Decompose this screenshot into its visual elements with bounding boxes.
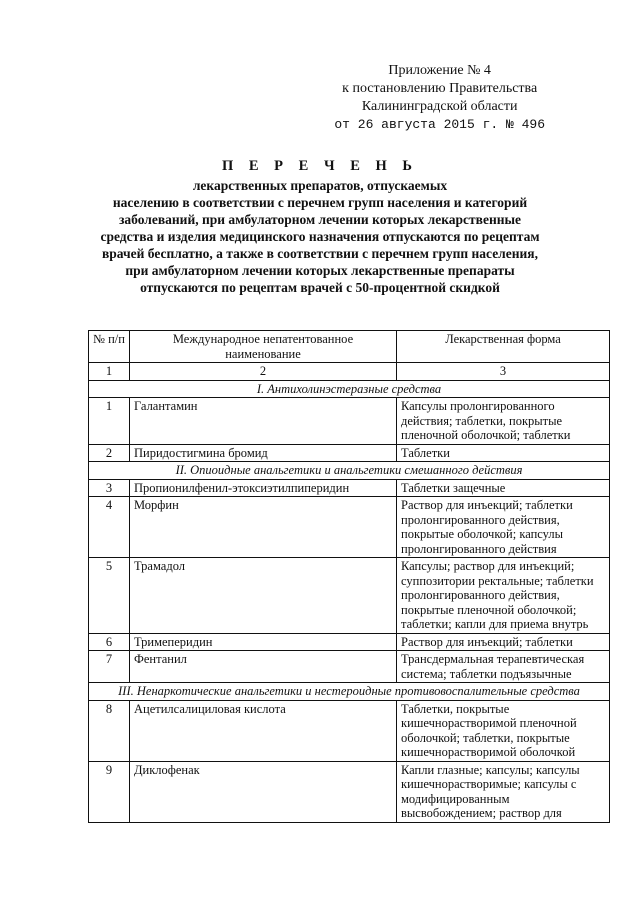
table-row bbox=[89, 633, 610, 651]
row-number: 3 bbox=[89, 479, 130, 497]
drug-form: Капли глазные; капсулы; капсулы кишечнорастворимые; капсулы с модифицированным высвобождением; раствор для bbox=[397, 761, 610, 822]
drug-name: Морфин bbox=[130, 497, 397, 558]
appendix-resolution: к постановлению Правительства bbox=[342, 81, 538, 96]
title-line: средства и изделия медицинского назначения отпускаются по рецептам bbox=[100, 229, 540, 244]
section-title: I. Антихолинэстеразные средства bbox=[89, 380, 610, 398]
appendix-region: Калининградской области bbox=[361, 99, 518, 114]
header-form: Лекарственная форма bbox=[397, 331, 610, 363]
document-title bbox=[80, 158, 560, 296]
appendix-block bbox=[334, 62, 545, 134]
drug-name: Тримеперидин bbox=[130, 633, 397, 651]
table-row bbox=[89, 761, 610, 822]
column-index-row bbox=[89, 363, 610, 381]
appendix-date: от 26 августа 2015 г. № 496 bbox=[334, 117, 545, 132]
table-row bbox=[89, 651, 610, 683]
row-number: 4 bbox=[89, 497, 130, 558]
title-line: населению в соответствии с перечнем групп населения и категорий bbox=[112, 195, 528, 210]
row-number: 5 bbox=[89, 558, 130, 634]
table-row bbox=[89, 398, 610, 445]
table-row bbox=[89, 497, 610, 558]
drug-name: Фентанил bbox=[130, 651, 397, 683]
header-name: Международное непатентованное наименование bbox=[130, 331, 397, 363]
drug-form: Раствор для инъекций; таблетки пролонгированного действия, покрытые оболочкой; капсулы пролонгированного действия bbox=[397, 497, 610, 558]
appendix-number: Приложение № 4 bbox=[388, 63, 491, 78]
row-number: 7 bbox=[89, 651, 130, 683]
column-index: 2 bbox=[130, 363, 397, 381]
section-row bbox=[89, 380, 610, 398]
title-heading: П Е Р Е Ч Е Н Ь bbox=[221, 158, 419, 174]
column-index: 1 bbox=[89, 363, 130, 381]
drug-name: Диклофенак bbox=[130, 761, 397, 822]
title-line: при амбулаторном лечении которых лекарственные препараты bbox=[125, 263, 515, 278]
drug-form: Таблетки bbox=[397, 444, 610, 462]
drug-form: Таблетки защечные bbox=[397, 479, 610, 497]
row-number: 2 bbox=[89, 444, 130, 462]
title-line: врачей бесплатно, а также в соответствии с перечнем групп населения, bbox=[102, 246, 538, 261]
drug-form: Трансдермальная терапевтическая система; таблетки подъязычные bbox=[397, 651, 610, 683]
row-number: 8 bbox=[89, 700, 130, 761]
title-line: отпускаются по рецептам врачей с 50-процентной скидкой bbox=[140, 280, 500, 295]
title-line: лекарственных препаратов, отпускаемых bbox=[192, 178, 448, 193]
row-number: 6 bbox=[89, 633, 130, 651]
drug-form: Таблетки, покрытые кишечнорастворимой пленочной оболочкой; таблетки, покрытые кишечнорастворимой оболочкой bbox=[397, 700, 610, 761]
title-line: заболеваний, при амбулаторном лечении которых лекарственные bbox=[118, 212, 522, 227]
table-row bbox=[89, 444, 610, 462]
section-title: III. Ненаркотические анальгетики и нестероидные противовоспалительные средства bbox=[89, 683, 610, 701]
drug-name: Пиридостигмина бромид bbox=[130, 444, 397, 462]
header-number: № п/п bbox=[89, 331, 130, 363]
drug-form: Капсулы пролонгированного действия; таблетки, покрытые пленочной оболочкой; таблетки bbox=[397, 398, 610, 445]
drug-name: Пропионилфенил-этоксиэтилпиперидин bbox=[130, 479, 397, 497]
table-header-row bbox=[89, 331, 610, 363]
row-number: 1 bbox=[89, 398, 130, 445]
drug-name: Галантамин bbox=[130, 398, 397, 445]
drug-form: Капсулы; раствор для инъекций; суппозитории ректальные; таблетки пролонгированного действия, покрытые пленочной оболочкой; таблетки; капли для приема внутрь bbox=[397, 558, 610, 634]
drug-name: Ацетилсалициловая кислота bbox=[130, 700, 397, 761]
section-title: II. Опиоидные анальгетики и анальгетики смешанного действия bbox=[89, 462, 610, 480]
section-row bbox=[89, 683, 610, 701]
drug-form: Раствор для инъекций; таблетки bbox=[397, 633, 610, 651]
table-row bbox=[89, 479, 610, 497]
column-index: 3 bbox=[397, 363, 610, 381]
table-row bbox=[89, 700, 610, 761]
drug-table bbox=[88, 330, 610, 823]
section-row bbox=[89, 462, 610, 480]
table-row bbox=[89, 558, 610, 634]
row-number: 9 bbox=[89, 761, 130, 822]
drug-name: Трамадол bbox=[130, 558, 397, 634]
